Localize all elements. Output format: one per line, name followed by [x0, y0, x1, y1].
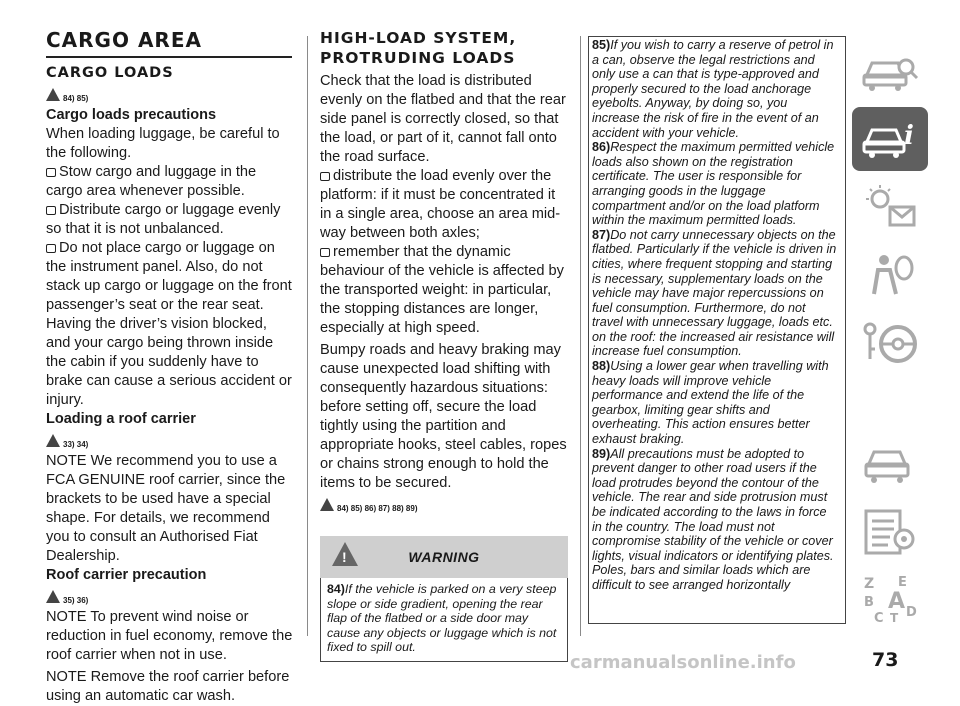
warning-icon [46, 434, 60, 447]
index-letter: E [898, 575, 907, 590]
warning-note-86: 86)Respect the maximum permitted vehicle loads also shown on the registration certificate. The user is responsible for arranging goods in the luggage compartment and/or on the load platform within the maximum permitted loads. [592, 140, 835, 228]
chapter-tab-emergency[interactable] [852, 433, 928, 497]
chapter-tab-index[interactable] [852, 566, 928, 630]
warning-ref-numbers: 35) 36) [63, 595, 89, 605]
note-paragraph: NOTE We recommend you to use a FCA GENUINE roof carrier, since the brackets to be used have a special shape. For details, we recommend you to consult an Authorised Fiat Dealership. [46, 453, 286, 564]
index-letter: C [874, 611, 884, 624]
index-letter: Z [864, 576, 875, 592]
column-divider [580, 36, 581, 636]
warning-note-84: 84)If the vehicle is parked on a very steep slope or side gradient, opening the rear flap of the flatbed or a side door may cause any objects or luggage which is not fixed to spill out. [327, 582, 557, 654]
section-title: CARGO AREA [46, 28, 202, 52]
steering-key-icon [860, 319, 920, 369]
paragraph: Bumpy roads and heavy braking may cause unexpected load shifting with consequently hazardous situations: before setting off, secure the load tightly using the partition and appropriate hooks, steel cables, ropes or chains strong enough to hold the items to be secured. [320, 342, 567, 491]
index-letter: B [864, 595, 874, 610]
column-warnings [592, 38, 838, 593]
chapter-tab-technical-data[interactable] [852, 500, 928, 564]
warning-reference [320, 494, 568, 514]
checkbox-bullet-icon [320, 172, 330, 181]
note-paragraph: NOTE Remove the roof carrier before using an automatic car wash. [46, 669, 290, 704]
bullet-item: Do not place cargo or luggage on the instrument panel. Also, do not stack up cargo or luggage on the front passenger’s seat or the rear seat. Having the driver’s vision blocked, and your cargo being thrown inside the cabin if you suddenly have to brake can cause a serious accident or injury. [46, 240, 292, 408]
bullet-item: distribute the load evenly over the platform: if it must be concentrated it in a single area, choose an area mid-way between both axles; [320, 168, 561, 241]
chapter-tab-safety[interactable] [852, 243, 928, 307]
section-title-line1: HIGH-LOAD SYSTEM, [320, 29, 517, 47]
heading-roof-carrier-precaution: Roof carrier precaution [46, 567, 207, 583]
list-settings-icon [860, 507, 920, 557]
car-info-icon [860, 114, 920, 164]
warning-icon [320, 498, 334, 511]
warning-ref-numbers: 33) 34) [63, 439, 89, 449]
column-divider [307, 36, 308, 636]
warning-title: WARNING [408, 548, 480, 565]
svg-text:i: i [904, 121, 914, 151]
warning-note-87: 87)Do not carry unnecessary objects on the flatbed. Particularly if the vehicle is driven in cities, where frequent stopping and starting is necessary, supplementary loads on the vehicle may have major repercussions on fuel consumption. Furthermore, do not travel with unnecessary luggage, loads etc. on the roof: the increased air resistance will increase fuel consumption. [592, 227, 837, 359]
checkbox-bullet-icon [46, 168, 56, 177]
index-letter: A [888, 589, 906, 614]
warning-reference [46, 84, 294, 104]
warning-body [320, 578, 568, 662]
warning-reference [46, 430, 294, 450]
warning-note-88: 88)Using a lower gear when travelling with heavy loads will improve vehicle performance and extend the life of the gearbox, limiting gear shifts and overheating. This action ensures better exhaust braking. [592, 359, 829, 447]
bullet-item: Distribute cargo or luggage evenly so that it is not unbalanced. [46, 202, 281, 237]
page-number: 73 [872, 649, 899, 671]
chapter-tab-car-info[interactable] [852, 107, 928, 171]
checkbox-bullet-icon [46, 244, 56, 253]
chapter-tab-starting-driving[interactable] [852, 312, 928, 376]
paragraph: Check that the load is distributed evenly on the flatbed and that the rear side panel is correctly closed, so that the load, or part of it, cannot fall onto the road surface. [320, 73, 566, 165]
heading-roof-carrier: Loading a roof carrier [46, 411, 196, 427]
column-high-load [320, 28, 568, 662]
warning-triangle-icon [332, 542, 358, 566]
section-title-line2: PROTRUDING LOADS [320, 49, 516, 67]
warning-icon [46, 88, 60, 101]
car-service-icon [860, 440, 920, 490]
warning-reference [46, 586, 294, 606]
bullet-item: Stow cargo and luggage in the cargo area whenever possible. [46, 164, 257, 199]
paragraph: When loading luggage, be careful to the following. [46, 126, 280, 161]
airbag-icon [860, 250, 920, 300]
warning-ref-numbers: 84) 85) [63, 93, 89, 103]
heading-cargo-precautions: Cargo loads precautions [46, 107, 217, 123]
checkbox-bullet-icon [320, 248, 330, 257]
warning-header [320, 536, 568, 578]
warning-note-85: 85)If you wish to carry a reserve of petrol in a can, observe the legal restrictions and only use a can that is type-approved and properly secured to the load anchorage eyebolts. Anyway, by doing so, you increase the risk of fire in the event of an accident with your vehicle. [592, 38, 834, 140]
title-rule [46, 56, 292, 58]
column-cargo-area [46, 28, 294, 706]
index-letter: T [890, 611, 899, 624]
warning-box [320, 536, 568, 662]
warning-note-89: 89)All precautions must be adopted to prevent danger to other road users if the load protrudes beyond the contour of the vehicle. The rear and side protrusion must be indicated according to the laws in force in the country. The load must not compromise stability of the vehicle or cover lights, visual indicators or identifying plates. Poles, bars and similar loads which are difficult to see arranged horizontally [592, 446, 834, 592]
checkbox-bullet-icon [46, 206, 56, 215]
warning-icon [46, 590, 60, 603]
index-letter: D [906, 605, 917, 620]
chapter-tab-warning-lights[interactable] [852, 176, 928, 240]
watermark: carmanualsonline.info [570, 652, 796, 673]
subsection-title: CARGO LOADS [46, 65, 174, 81]
warning-lights-icon [860, 183, 920, 233]
note-paragraph: NOTE To prevent wind noise or reduction in fuel economy, remove the roof carrier when not in use. [46, 609, 293, 663]
bullet-item: remember that the dynamic behaviour of the vehicle is affected by the transported weight: in particular, the stopping distances are longer, especially at high speed. [320, 244, 564, 336]
index-letters-icon [860, 572, 920, 624]
chapter-tab-car-search[interactable] [852, 38, 928, 102]
warning-ref-numbers: 84) 85) 86) 87) 88) 89) [337, 503, 418, 513]
car-search-icon [860, 45, 920, 95]
